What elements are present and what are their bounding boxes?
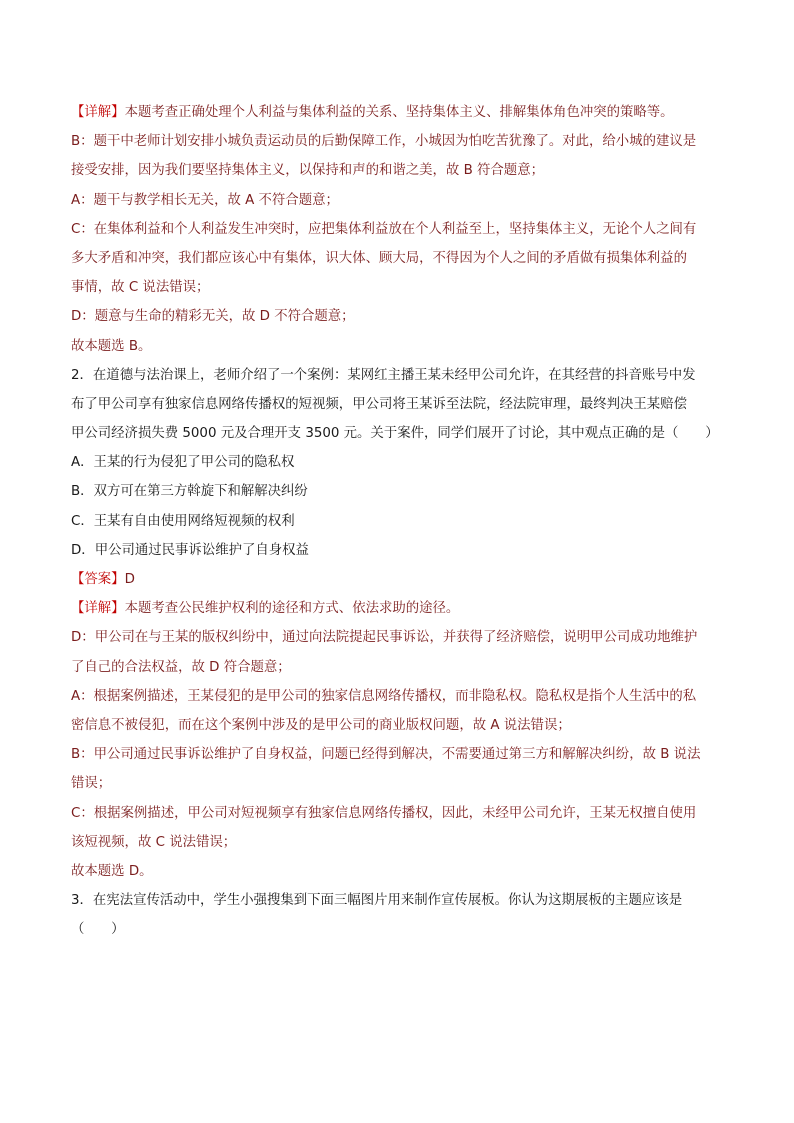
- detail-tag: 【详解】: [71, 601, 125, 617]
- question-2-stem-line: 2．在道德与法治课上，老师介绍了一个案例：某网红主播王某未经甲公司允许，在其经营的抖音账号中发: [71, 367, 696, 383]
- question-2-option-a: A．王某的行为侵犯了甲公司的隐私权: [71, 455, 295, 471]
- detail-1-line: 事情，故 C 说法错误；: [71, 280, 210, 296]
- detail-1-line: 接受安排，因为我们要坚持集体主义，以保持和声的和谐之美，故 B 符合题意；: [71, 163, 544, 179]
- detail-intro-text: 本题考查公民维护权利的途径和方式、依法求助的途径。: [124, 601, 460, 617]
- detail-1-line: 多大矛盾和冲突，我们都应该心中有集体，识大体、顾大局，不得因为个人之间的矛盾做有损集体利益的: [71, 250, 687, 266]
- detail-1-line: C：在集体利益和个人利益发生冲突时，应把集体利益放在个人利益至上，坚持集体主义，无论个人之间有: [71, 221, 697, 237]
- question-2-detail-line: B：甲公司通过民事诉讼维护了自身权益，问题已经得到解决，不需要通过第三方和解解决纠纷，故 B 说法: [71, 747, 701, 763]
- question-2-option-d: D．甲公司通过民事诉讼维护了自身权益: [71, 542, 309, 558]
- question-2-stem-line: 甲公司经济损失费 5000 元及合理开支 3500 元。关于案件，同学们展开了讨论，其中观点正确的是（ ）: [71, 426, 719, 442]
- question-2-detail-line: D：甲公司在与王某的版权纠纷中，通过向法院提起民事诉讼，并获得了经济赔偿，说明甲公司成功地维护: [71, 630, 698, 646]
- detail-1-line: B：题干中老师计划安排小城负责运动员的后勤保障工作，小城因为怕吃苦犹豫了。对此，给小城的建议是: [71, 134, 697, 150]
- question-2-option-c: C．王某有自由使用网络短视频的权利: [71, 513, 295, 529]
- question-2-detail-line: A：根据案例描述，王某侵犯的是甲公司的独家信息网络传播权，而非隐私权。隐私权是指个人生活中的私: [71, 688, 697, 704]
- detail-tag: 【详解】: [71, 105, 125, 120]
- document-body: [71, 98, 731, 944]
- answer-tag: 【答案】: [71, 572, 125, 587]
- question-2-detail-line: C：根据案例描述，甲公司对短视频享有独家信息网络传播权，因此，未经甲公司允许，王某无权擅自使用: [71, 805, 697, 821]
- question-2-detail-line: 了自己的合法权益，故 D 符合题意；: [71, 659, 291, 675]
- detail-1-line: A：题干与教学相长无关，故 A 不符合题意；: [71, 192, 339, 208]
- question-2-answer-line: [71, 565, 731, 594]
- question-2-detail-line: 该短视频，故 C 说法错误；: [71, 834, 237, 850]
- detail-1-intro-line: [71, 98, 731, 127]
- answer-value: D: [124, 572, 135, 587]
- detail-1-conclusion: 故本题选 B。: [71, 338, 152, 354]
- question-2-conclusion: 故本题选 D。: [71, 863, 153, 879]
- detail-1-line: D：题意与生命的精彩无关，故 D 不符合题意；: [71, 309, 355, 325]
- question-2-detail-line: 错误；: [71, 776, 112, 792]
- question-2-stem-line: 布了甲公司享有独家信息网络传播权的短视频，甲公司将王某诉至法院，经法院审理，最终判决王某赔偿: [71, 396, 687, 412]
- question-3-stem-line: （ ）: [71, 922, 125, 938]
- question-3-stem-line: 3．在宪法宣传活动中，学生小强搜集到下面三幅图片用来制作宣传展板。你认为这期展板的主题应该是: [71, 893, 683, 909]
- question-2-option-b: B．双方可在第三方斡旋下和解解决纠纷: [71, 484, 308, 500]
- question-2-detail-intro-line: [71, 594, 731, 623]
- question-2-detail-line: 密信息不被侵犯，而在这个案例中涉及的是甲公司的商业版权问题，故 A 说法错误；: [71, 717, 571, 733]
- detail-intro-text: 本题考查正确处理个人利益与集体利益的关系、坚持集体主义、排解集体角色冲突的策略等。: [124, 105, 674, 120]
